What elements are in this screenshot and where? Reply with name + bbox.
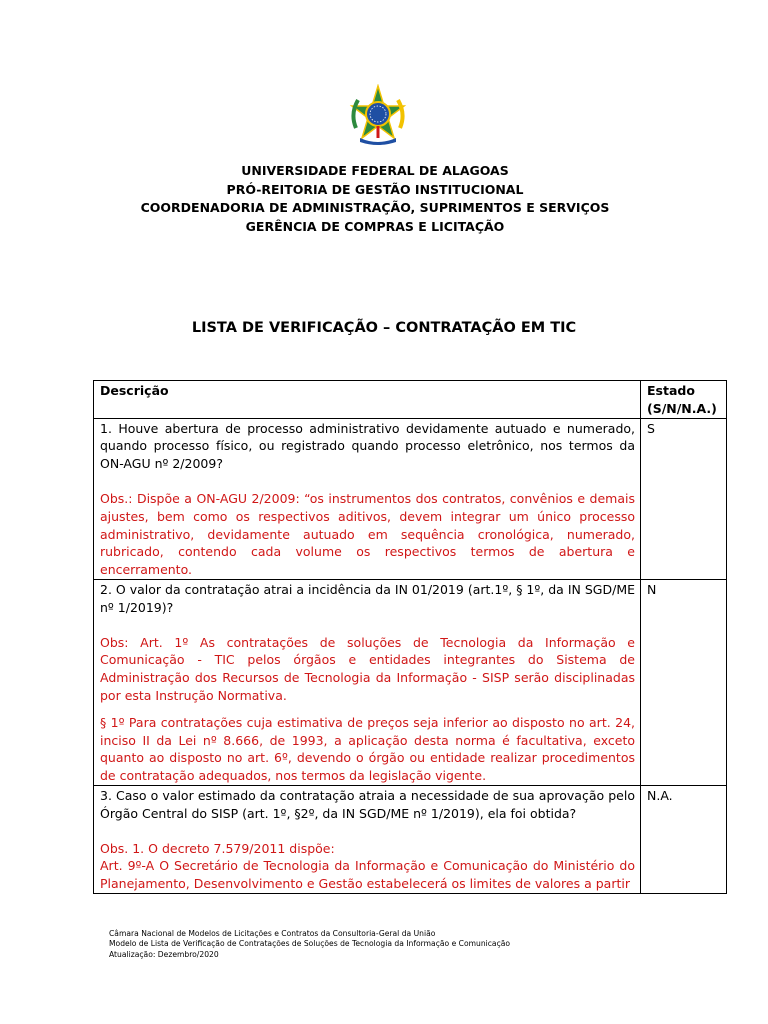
observation-note: Obs: Art. 1º As contratações de soluções de Tecnologia da Informação e Comunicação - TIC pelos órgãos e entidades integrantes do Sistema de Administração dos Recursos de Tecnologia da Informação - SISP serão disciplinadas por esta Instrução Normativa.: [100, 634, 635, 703]
column-header-description: Descrição: [94, 381, 641, 419]
observation-note: § 1º Para contratações cuja estimativa de preços seja inferior ao disposto no art. 24, inciso II da Lei nº 8.666, de 1993, a aplicação desta norma é facultativa, exceto quanto ao disposto no art. 6º, devendo o órgão ou entidade realizar procedimentos de contratação adequados, nos termos da legislação vigente.: [100, 714, 635, 784]
table-row: [94, 579, 727, 785]
question-text: 1. Houve abertura de processo administrativo devidamente autuado e numerado, quando processo físico, ou registrado quando processo eletrônico, nos termos da ON-AGU nº 2/2009?: [100, 420, 635, 472]
header-line-management: GERÊNCIA DE COMPRAS E LICITAÇÃO: [245, 218, 505, 234]
status-cell: N.A.: [641, 785, 727, 893]
header-line-university: UNIVERSIDADE FEDERAL DE ALAGOAS: [241, 163, 509, 178]
question-text: 2. O valor da contratação atrai a incidência da IN 01/2019 (art.1º, § 1º, da IN SGD/ME nº 1/2019)?: [100, 581, 635, 615]
document-title: LISTA DE VERIFICAÇÃO – CONTRATAÇÃO EM TIC: [191, 320, 577, 336]
checklist-table: [93, 380, 727, 894]
column-header-status: Estado (S/N/N.A.): [641, 381, 727, 419]
row-description-cell: [94, 418, 641, 579]
question-text: 3. Caso o valor estimado da contratação atraia a necessidade de sua aprovação pelo Órgão Central do SISP (art. 1º, §2º, da IN SGD/ME nº 1/2019), ela foi obtida?: [100, 787, 635, 821]
observation-note: Obs.: Dispõe a ON-AGU 2/2009: “os instrumentos dos contratos, convênios e demais ajustes, bem como os respectivos aditivos, devem integrar um único processo administrativo, devidamente autuado em sequência cronológica, numerado, rubricado, contendo cada volume os respectivos termos de abertura e encerramento.: [100, 490, 635, 578]
table-header-row: [94, 381, 727, 419]
footer-line-updated: Atualização: Dezembro/2020: [109, 949, 219, 959]
footer-line-model: Modelo de Lista de Verificação de Contratações de Soluções de Tecnologia da Informação e Comunicação: [109, 939, 511, 949]
observation-note: Art. 9º-A O Secretário de Tecnologia da Informação e Comunicação do Ministério do Planejamento, Desenvolvimento e Gestão estabelecerá os limites de valores a partir: [100, 858, 635, 892]
institution-header: [0, 162, 750, 236]
table-row: [94, 418, 727, 579]
page-footer: [109, 929, 510, 960]
row-description-cell: [94, 785, 641, 893]
header-line-pro-rectory: PRÓ-REITORIA DE GESTÃO INSTITUCIONAL: [226, 181, 524, 197]
brazil-coat-of-arms-icon: [346, 84, 410, 148]
observation-note: Obs. 1. O decreto 7.579/2011 dispõe:: [100, 840, 335, 856]
table-row: [94, 785, 727, 893]
status-cell: N: [641, 579, 727, 785]
row-description-cell: [94, 579, 641, 785]
header-line-coordination: COORDENADORIA DE ADMINISTRAÇÃO, SUPRIMENTOS E SERVIÇOS: [140, 200, 610, 215]
status-cell: S: [641, 418, 727, 579]
footer-line-chamber: Câmara Nacional de Modelos de Licitações e Contratos da Consultoria-Geral da União: [109, 929, 436, 938]
